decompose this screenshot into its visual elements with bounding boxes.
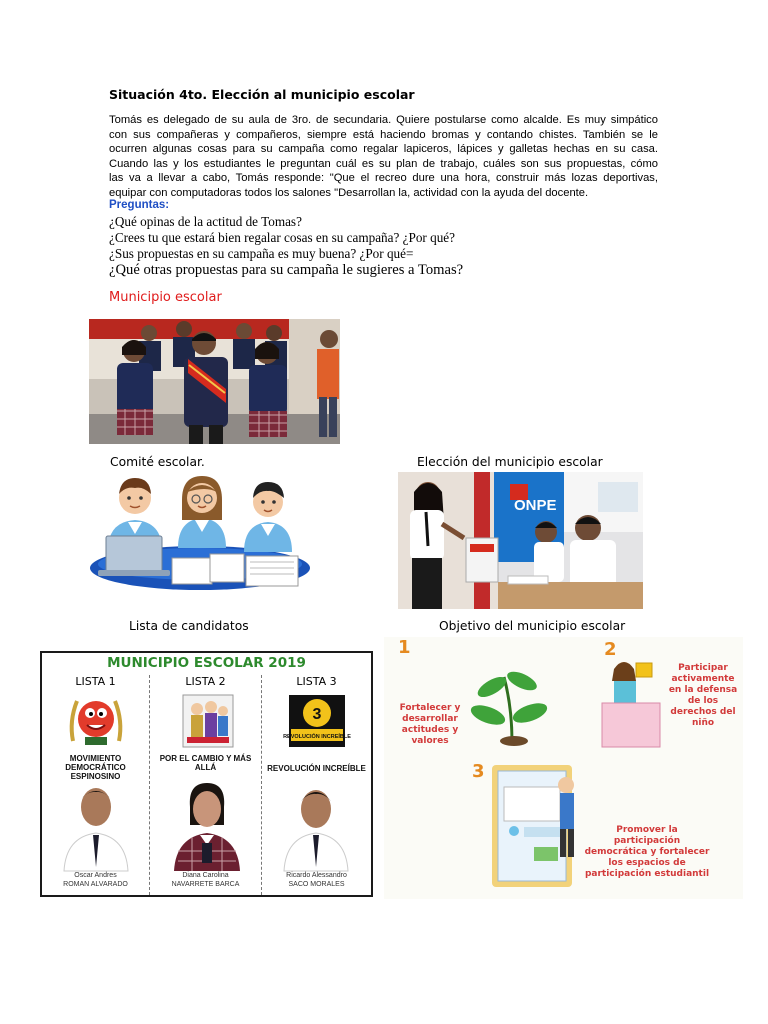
candidate-3-first-name: Ricardo Alessandro bbox=[286, 872, 347, 879]
onpe-logo-text: ONPE bbox=[514, 497, 557, 514]
question-2: ¿Crees tu que estará bien regalar cosas en su campaña? ¿Por qué? bbox=[109, 230, 456, 245]
caption-objetivo: Objetivo del municipio escolar bbox=[439, 619, 626, 633]
candidate-1-name bbox=[42, 872, 149, 889]
question-1: ¿Qué opinas de la actitud de Tomas? bbox=[109, 214, 302, 229]
list-1-label: LISTA 1 bbox=[75, 675, 116, 688]
list-2-logo bbox=[179, 691, 237, 751]
objective-3-number: 3 bbox=[472, 761, 485, 782]
list-3-label: LISTA 3 bbox=[296, 675, 337, 688]
caption-lista: Lista de candidatos bbox=[129, 619, 249, 633]
candidate-3-photo bbox=[282, 781, 350, 871]
list-2-party: POR EL CAMBIO Y MÁS ALLÁ bbox=[159, 754, 252, 772]
poster-heading: MUNICIPIO ESCOLAR 2019 bbox=[107, 655, 306, 671]
caption-eleccion: Elección del municipio escolar bbox=[417, 455, 603, 469]
candidate-2-photo bbox=[172, 781, 242, 871]
list-3-logo-text: REVOLUCIÓN INCREÍBLE bbox=[283, 734, 351, 740]
caption-comite: Comité escolar. bbox=[110, 455, 205, 469]
section-title: Municipio escolar bbox=[109, 290, 222, 305]
list-2-label: LISTA 2 bbox=[185, 675, 226, 688]
objective-3-text: Promover la participación democrática y fortalecer los espacios de participación estudiantil bbox=[584, 825, 710, 879]
questions-heading: Preguntas: bbox=[109, 199, 170, 211]
candidate-3-last-name: SACO MORALES bbox=[288, 880, 345, 888]
situation-paragraph bbox=[109, 113, 658, 201]
candidate-1-last-name: ROMAN ALVARADO bbox=[63, 880, 128, 888]
column-divider bbox=[149, 675, 150, 895]
objective-2-text: Participar activamente en la defensa de los derechos del niño bbox=[668, 663, 738, 728]
paragraph-line: Cuando las y los estudiantes le preguntan cuál es su plan de trabajo, cuáles son sus propuestas, cómo bbox=[109, 157, 658, 170]
paragraph-line: equipar con computadoras todos los salones "Desarrollan la, actividad con la ayuda del docente. bbox=[109, 186, 589, 199]
document-title: Situación 4to. Elección al municipio escolar bbox=[109, 87, 415, 102]
candidate-1-photo bbox=[62, 781, 130, 871]
paragraph-line: Tomás es delegado de su aula de 3ro. de secundaria. Quiere postularse como alcalde. Es muy simpático bbox=[109, 114, 658, 126]
election-photo bbox=[398, 472, 643, 609]
candidate-2-name bbox=[150, 872, 261, 889]
list-3-logo bbox=[283, 691, 351, 751]
question-4: ¿Qué otras propuestas para su campaña le sugieres a Tomas? bbox=[109, 262, 464, 278]
candidate-3-name bbox=[262, 872, 371, 889]
paragraph-line: ocurren algunas cosas para su campaña como regalar lapiceros, lápices y galletas hechas en su casa. bbox=[109, 143, 658, 156]
list-1-logo bbox=[67, 691, 125, 751]
paragraph-line: las va a llevar a cabo, Tomás responde: "Que el recreo dure una hora, construir más lozas deportivas, bbox=[109, 172, 658, 185]
question-3: ¿Sus propuestas en su campaña es muy buena? ¿Por qué= bbox=[109, 246, 414, 261]
candidate-2-last-name: NAVARRETE BARCA bbox=[171, 880, 240, 888]
students-photo bbox=[89, 319, 340, 444]
list-3-party: REVOLUCIÓN INCREÍBLE bbox=[267, 764, 366, 773]
column-divider bbox=[261, 675, 262, 895]
objectives-infographic bbox=[384, 637, 743, 899]
objective-1-text: Fortalecer y desarrollar actitudes y valores bbox=[399, 703, 461, 746]
objective-2-number: 2 bbox=[604, 639, 617, 660]
objective-1-number: 1 bbox=[398, 637, 411, 658]
list-3-logo-number: 3 bbox=[312, 706, 322, 723]
candidates-poster bbox=[40, 651, 373, 897]
committee-illustration bbox=[88, 470, 313, 592]
candidate-1-first-name: Oscar Andres bbox=[74, 872, 117, 879]
paragraph-line: con sus compañeras y compañeros, siempre está haciendo bromas y contando chistes. También se le bbox=[109, 128, 658, 141]
list-1-party: MOVIMIENTO DEMOCRÁTICO ESPINOSINO bbox=[65, 754, 126, 781]
candidate-2-first-name: Diana Carolina bbox=[182, 872, 229, 879]
